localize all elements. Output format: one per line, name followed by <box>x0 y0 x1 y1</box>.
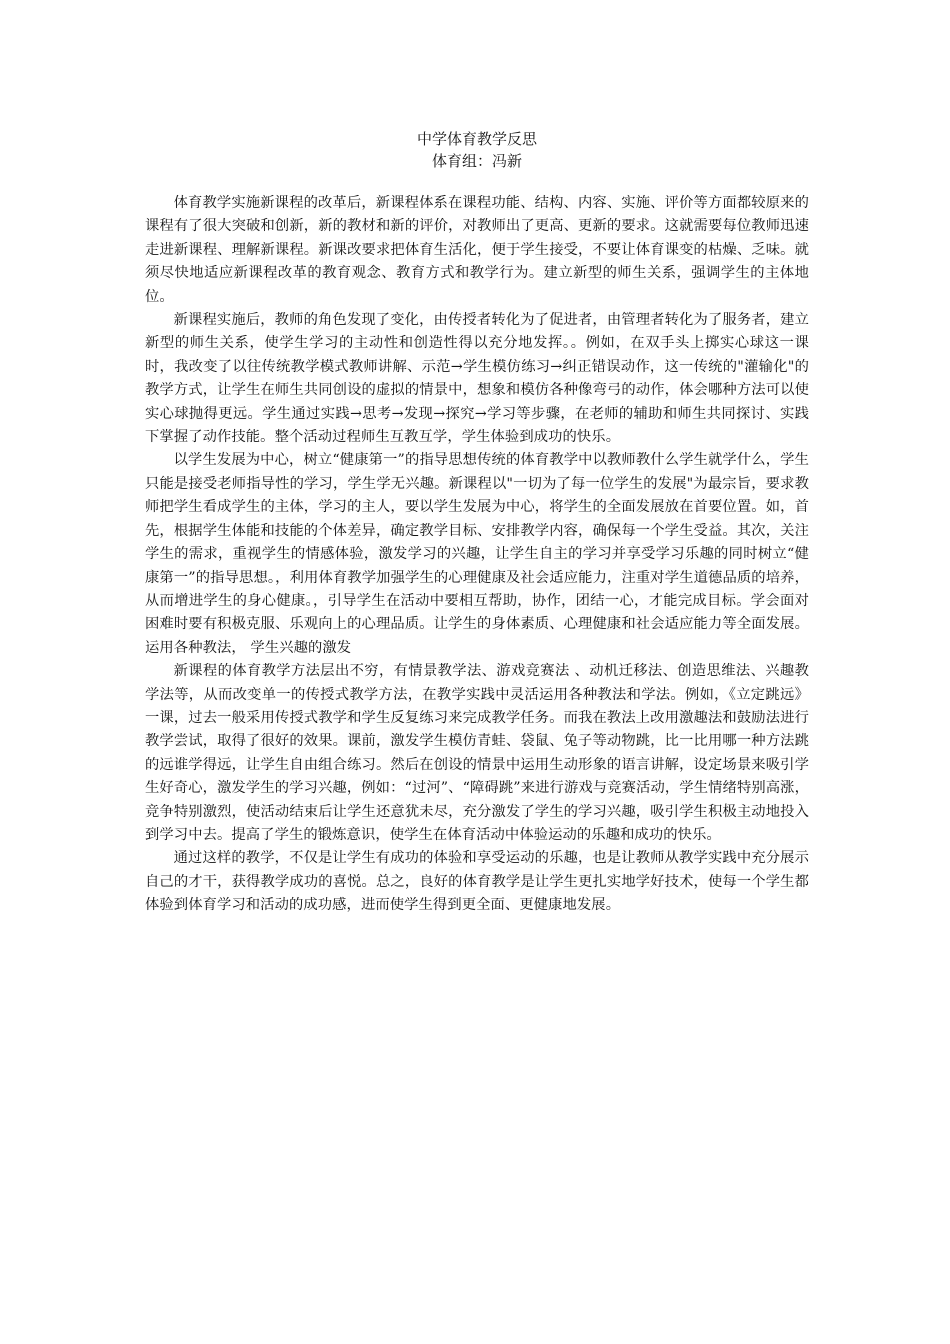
paragraph-2: 新课程实施后，教师的角色发现了变化，由传授者转化为了促进者，由管理者转化为了服务者，建立新型的师生关系，使学生学习的主动性和创造性得以充分地发挥。。例如，在双手头上掷实心球这一课时，我改变了以往传统教学模式教师讲解、示范→学生模仿练习→纠正错误动作，这一传统的"灌输化"的教学方式，让学生在师生共同创设的虚拟的情景中，想象和模仿各种像弯弓的动作，体会哪种方法可以使实心球抛得更远。学生通过实践→思考→发现→探究→学习等步骤，在老师的辅助和师生共同探讨、实践下掌握了动作技能。整个活动过程师生互教互学，学生体验到成功的快乐。 <box>145 312 809 446</box>
paragraph-5: 通过这样的教学，不仅是让学生有成功的体验和享受运动的乐趣，也是让教师从教学实践中充分展示自己的才干，获得教学成功的喜悦。总之，良好的体育教学是让学生更扎实地学好技术，使每一个学生都体验到体育学习和活动的成功感，进而使学生得到更全面、更健康地发展。 <box>145 850 809 914</box>
paragraph-3: 以学生发展为中心，树立“健康第一”的指导思想传统的体育教学中以教师教什么学生就学什么，学生只能是接受老师指导性的学习，学生学无兴趣。新课程以"一切为了每一位学生的发展"为最宗旨，要求教师把学生看成学生的主体，学习的主人，要以学生发展为中心，将学生的全面发展放在首要位置。如，首先，根据学生体能和技能的个体差异，确定教学目标、安排教学内容，确保每一个学生受益。其次，关注学生的需求，重视学生的情感体验，激发学习的兴趣，让学生自主的学习并享受学习乐趣的同时树立“健康第一”的指导思想。，利用体育教学加强学生的心理健康及社会适应能力，注重对学生道德品质的培养，从而增进学生的身心健康。，引导学生在活动中要相互帮助，协作，团结一心，才能完成目标。学会面对困难时要有积极克服、乐观向上的心理品质。让学生的身体素质、心理健康和社会适应能力等全面发展。运用各种教法， 学生兴趣的激发 <box>145 452 809 656</box>
document-author: 体育组：冯新 <box>431 152 522 170</box>
paragraph-1: 体育教学实施新课程的改革后，新课程体系在课程功能、结构、内容、实施、评价等方面都较原来的课程有了很大突破和创新，新的教材和新的评价，对教师出了更高、更新的要求。这就需要每位教师迅速走进新课程、理解新课程。新课改要求把体育生活化，便于学生接受，不要让体育课变的枯燥、乏味。就须尽快地适应新课程改革的教育观念、教育方式和教学行为。建立新型的师生关系，强调学生的主体地位。 <box>145 195 809 305</box>
paragraph-4: 新课程的体育教学方法层出不穷，有情景教学法、游戏竞赛法 、动机迁移法、创造思维法、兴趣教学法等，从而改变单一的传授式教学方法，在教学实践中灵活运用各种教法和学法。例如，《立定跳远》一课，过去一般采用传授式教学和学生反复练习来完成教学任务。而我在教法上改用激趣法和鼓励法进行教学尝试，取得了很好的效果。课前，激发学生模仿青蛙、袋鼠、兔子等动物跳，比一比用哪一种方法跳的远谁学得远，让学生自由组合练习。然后在创设的情景中运用生动形象的语言讲解，设定场景来吸引学生好奇心，激发学生的学习兴趣，例如：“过河”、“障碍跳”来进行游戏与竞赛活动，学生情绪特别高涨，竞争特别激烈，使活动结束后让学生还意犹未尽，充分激发了学生的学习兴趣，吸引学生积极主动地投入到学习中去。提高了学生的锻炼意识，使学生在体育活动中体验运动的乐趣和成功的快乐。 <box>145 663 809 843</box>
document-title: 中学体育教学反思 <box>416 130 537 148</box>
document-body <box>145 128 809 918</box>
